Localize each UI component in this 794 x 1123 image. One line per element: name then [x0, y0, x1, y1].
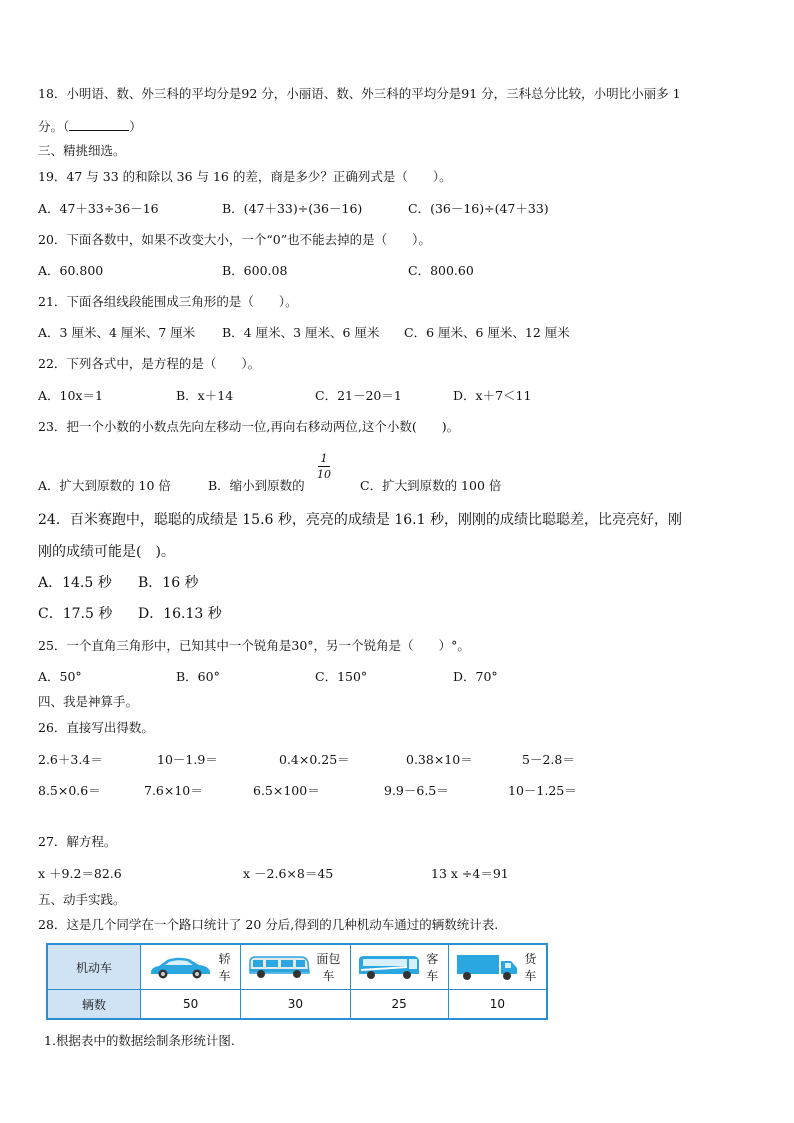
q18-answer-blank[interactable] [69, 120, 129, 131]
fraction-denominator: 10 [317, 468, 331, 481]
vehicle-name: 客车 [426, 952, 439, 983]
q27-equation-3: 13 x ÷4＝91 [431, 866, 509, 881]
q24-option-c[interactable]: C．17.5 秒 [38, 606, 113, 622]
q19-option-a[interactable]: A．47＋33÷36－16 [38, 201, 159, 216]
q18-line2-suffix: ） [129, 119, 142, 134]
q24-option-b[interactable]: B．16 秒 [138, 575, 199, 591]
vehicle-count-table [46, 943, 548, 1020]
q26-item: 0.4×0.25＝ [279, 752, 350, 767]
count-cell: 25 [350, 990, 448, 1020]
q26-stem: 26．直接写出得数。 [38, 720, 154, 735]
row-header-vehicle: 机动车 [47, 944, 141, 990]
q20-option-a[interactable]: A．60.800 [38, 263, 104, 278]
q25-stem: 25．一个直角三角形中，已知其中一个锐角是30°，另一个锐角是（ ）°。 [38, 638, 470, 653]
bus-icon [357, 953, 421, 981]
q21-stem: 21．下面各组线段能围成三角形的是（ ）。 [38, 294, 298, 309]
q22-stem: 22．下列各式中，是方程的是（ ）。 [38, 356, 261, 371]
fraction-numerator: 1 [320, 452, 328, 465]
vehicle-name: 面包车 [316, 952, 341, 983]
count-cell: 30 [241, 990, 350, 1020]
q23-option-a[interactable]: A．扩大到原数的 10 倍 [38, 478, 171, 493]
table-row-vehicles [47, 944, 547, 990]
section-4-heading: 四、我是神算手。 [38, 694, 139, 709]
q28-stem: 28．这是几个同学在一个路口统计了 20 分后,得到的几种机动车通过的辆数统计表. [38, 917, 499, 932]
q27-equation-1: x ＋9.2＝82.6 [38, 866, 122, 881]
q26-item: 2.6＋3.4＝ [38, 752, 103, 767]
q26-item: 6.5×100＝ [253, 783, 320, 798]
q26-item: 10－1.9＝ [157, 752, 218, 767]
truck-icon [455, 952, 519, 982]
q26-item: 7.6×10＝ [144, 783, 203, 798]
q20-option-c[interactable]: C．800.60 [408, 263, 474, 278]
fraction-bar [318, 466, 330, 467]
q21-option-b[interactable]: B．4 厘米、3 厘米、6 厘米 [222, 325, 380, 340]
vehicle-cell-van [241, 944, 350, 990]
q25-option-d[interactable]: D．70° [453, 669, 498, 684]
q23-stem: 23．把一个小数的小数点先向左移动一位,再向右移动两位,这个小数( )。 [38, 419, 460, 434]
q24-line2: 刚的成绩可能是( )。 [38, 544, 175, 560]
q22-option-d[interactable]: D．x＋7＜11 [453, 388, 532, 403]
q25-option-b[interactable]: B．60° [176, 669, 220, 684]
van-icon [247, 953, 311, 981]
q23-option-b-fraction [316, 452, 332, 481]
q21-option-a[interactable]: A．3 厘米、4 厘米、7 厘米 [38, 325, 196, 340]
vehicle-cell-car [141, 944, 241, 990]
q22-option-c[interactable]: C．21－20＝1 [315, 388, 402, 403]
vehicle-name: 轿车 [218, 952, 231, 983]
q28-sub-question-1: 1.根据表中的数据绘制条形统计图. [44, 1033, 235, 1048]
section-3-heading: 三、精挑细选。 [38, 143, 126, 158]
vehicle-cell-truck [448, 944, 547, 990]
q20-option-b[interactable]: B．600.08 [222, 263, 288, 278]
car-icon [147, 954, 213, 980]
q18-line2-prefix: 分。（ [38, 119, 70, 134]
q26-item: 0.38×10＝ [406, 752, 473, 767]
q22-option-b[interactable]: B．x＋14 [176, 388, 234, 403]
q19-option-c[interactable]: C．(36－16)÷(47＋33) [408, 201, 549, 216]
count-cell: 50 [141, 990, 241, 1020]
q18-line1: 18．小明语、数、外三科的平均分是92 分，小丽语、数、外三科的平均分是91 分，三科总分比较，小明比小丽多 1 [38, 86, 681, 101]
row-header-count: 辆数 [47, 990, 141, 1020]
q23-option-c[interactable]: C．扩大到原数的 100 倍 [360, 478, 502, 493]
q26-item: 9.9－6.5＝ [384, 783, 449, 798]
section-5-heading: 五、动手实践。 [38, 892, 126, 907]
q27-stem: 27．解方程。 [38, 834, 117, 849]
q27-equation-2: x －2.6×8＝45 [243, 866, 334, 881]
q26-item: 10－1.25＝ [508, 783, 577, 798]
q24-line1: 24．百米赛跑中，聪聪的成绩是 15.6 秒，亮亮的成绩是 16.1 秒，刚刚的成绩比聪聪差，比亮亮好，刚 [38, 512, 682, 528]
q18-line2 [38, 117, 142, 135]
q26-item: 5－2.8＝ [522, 752, 575, 767]
table-row-counts [47, 990, 547, 1020]
q21-option-c[interactable]: C．6 厘米、6 厘米、12 厘米 [404, 325, 570, 340]
q25-option-a[interactable]: A．50° [38, 669, 82, 684]
q23-option-b[interactable]: B．缩小到原数的 [208, 478, 305, 493]
count-cell: 10 [448, 990, 547, 1020]
q19-option-b[interactable]: B．(47＋33)÷(36－16) [222, 201, 363, 216]
vehicle-name: 货车 [524, 952, 537, 983]
q20-stem: 20．下面各数中，如果不改变大小，一个“0”也不能去掉的是（ ）。 [38, 232, 431, 247]
q22-option-a[interactable]: A．10x＝1 [38, 388, 103, 403]
q19-stem: 19．47 与 33 的和除以 36 与 16 的差，商是多少？正确列式是（ ）。 [38, 169, 452, 184]
vehicle-cell-bus [350, 944, 448, 990]
q25-option-c[interactable]: C．150° [315, 669, 368, 684]
q26-item: 8.5×0.6＝ [38, 783, 101, 798]
q24-option-d[interactable]: D．16.13 秒 [138, 606, 222, 622]
q24-option-a[interactable]: A．14.5 秒 [38, 575, 112, 591]
